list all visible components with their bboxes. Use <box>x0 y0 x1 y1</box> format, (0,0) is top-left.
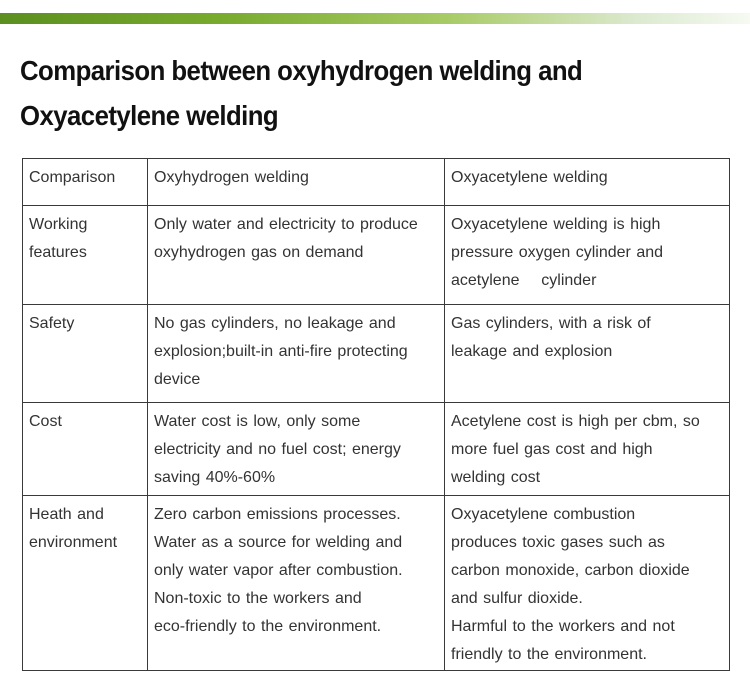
oxyhydrogen-cell: Water cost is low, only some electricity and no fuel cost; energy saving 40%-60% <box>148 403 445 496</box>
row-label: Safety <box>23 305 148 403</box>
header-cell-oxyacetylene: Oxyacetylene welding <box>445 159 730 206</box>
header-accent-bar <box>0 13 750 24</box>
oxyhydrogen-cell: No gas cylinders, no leakage and explosion;built-in anti-fire protecting device <box>148 305 445 403</box>
table-row-health-environment <box>23 496 730 671</box>
header-cell-oxyhydrogen: Oxyhydrogen welding <box>148 159 445 206</box>
table-row-cost <box>23 403 730 496</box>
comparison-table <box>22 158 730 671</box>
oxyacetylene-cell: Gas cylinders, with a risk of leakage and explosion <box>445 305 730 403</box>
table-header-row <box>23 159 730 206</box>
oxyhydrogen-cell: Zero carbon emissions processes. Water as a source for welding and only water vapor after combustion. Non-toxic to the workers and eco-friendly to the environment. <box>148 496 445 671</box>
row-label: Cost <box>23 403 148 496</box>
row-label: Working features <box>23 206 148 305</box>
oxyacetylene-cell: Oxyacetylene combustion produces toxic gases such as carbon monoxide, carbon dioxide and sulfur dioxide. Harmful to the workers and not friendly to the environment. <box>445 496 730 671</box>
oxyhydrogen-cell: Only water and electricity to produce oxyhydrogen gas on demand <box>148 206 445 305</box>
oxyacetylene-cell: Oxyacetylene welding is high pressure oxygen cylinder and acetylene cylinder <box>445 206 730 305</box>
table-row-working-features <box>23 206 730 305</box>
oxyacetylene-cell: Acetylene cost is high per cbm, so more fuel gas cost and high welding cost <box>445 403 730 496</box>
table-row-safety <box>23 305 730 403</box>
page-title: Comparison between oxyhydrogen welding and Oxyacetylene welding <box>20 55 583 131</box>
header-cell-comparison: Comparison <box>23 159 148 206</box>
row-label: Heath and environment <box>23 496 148 671</box>
